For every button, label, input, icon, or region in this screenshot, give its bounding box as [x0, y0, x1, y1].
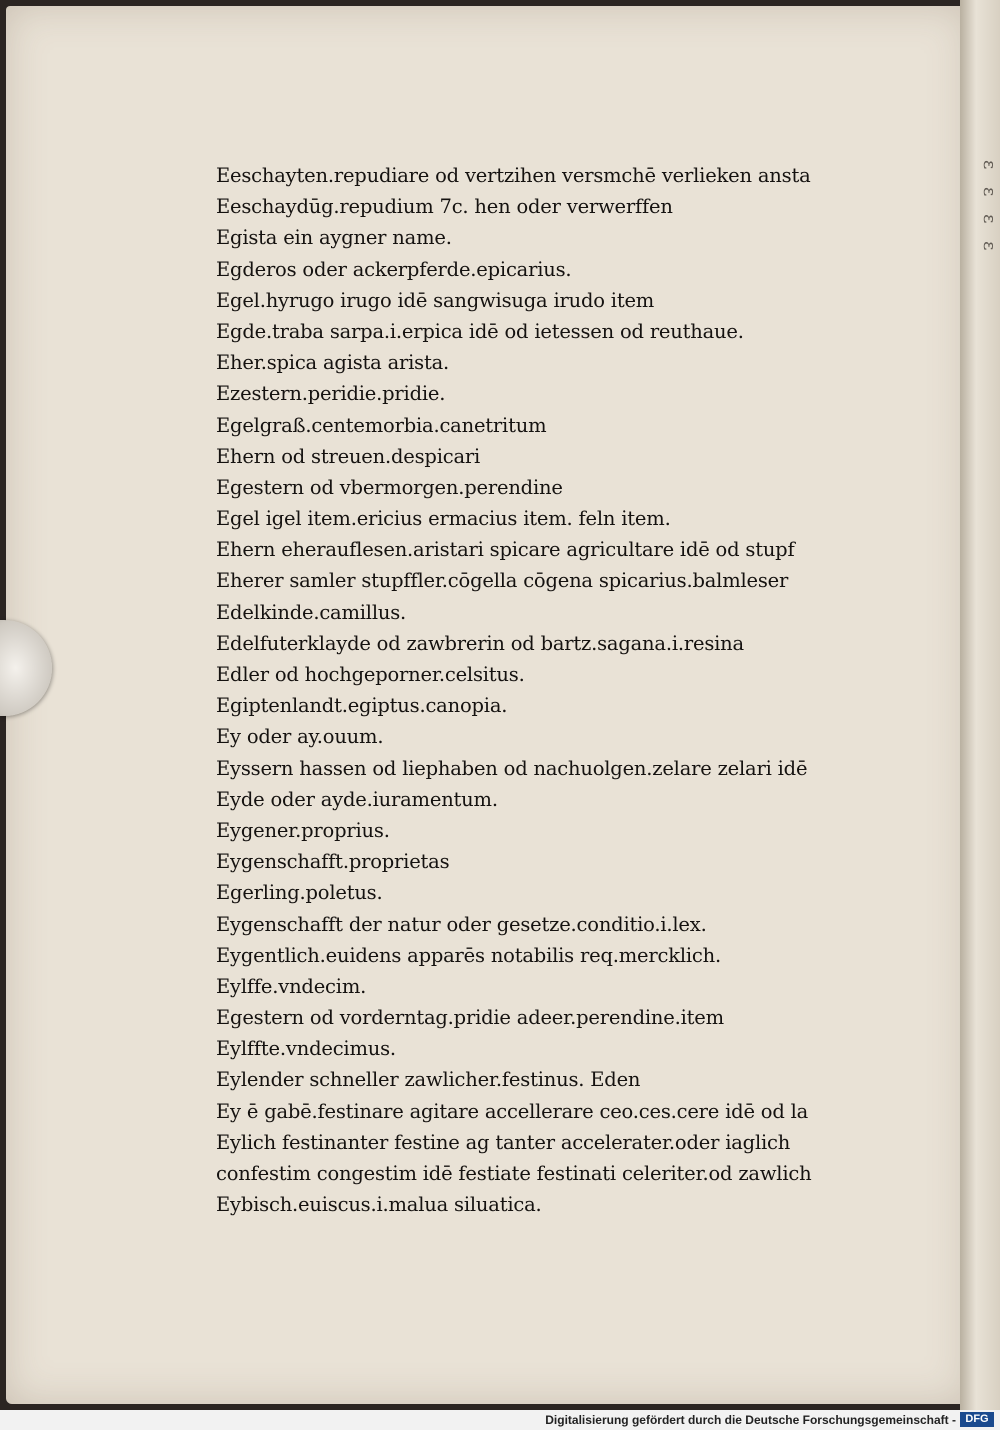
text-line: Edelkinde.camillus. [216, 600, 407, 624]
text-line: Eher.spica agista arista. [216, 351, 450, 375]
text-line: Egiptenlandt.egiptus.canopia. [216, 694, 508, 718]
text-line: Eygenschafft der natur oder gesetze.conditio.i.lex. [216, 912, 707, 936]
text-line: Egerling.poletus. [216, 881, 383, 905]
text-line: Egel igel item.ericius ermacius item. feln item. [216, 507, 671, 531]
text-line: Edler od hochgeporner.celsitus. [216, 663, 525, 686]
text-line: Egderos oder ackerpferde.epicarius. [216, 257, 572, 281]
text-line: Eygener.proprius. [216, 818, 390, 842]
text-line: Egde.traba sarpa.i.erpica idē od ietessen od reuthaue. [216, 319, 744, 343]
text-line: confestim congestim idē festiate festinati celeriter.od zawlich [216, 1162, 812, 1185]
text-line: Ehern eherauflesen.aristari spicare agricultare idē od stupf [216, 538, 795, 562]
funding-credit: Digitalisierung gefördert durch die Deutsche Forschungsgemeinschaft - [545, 1413, 956, 1427]
text-line: Ey oder ay.ouum. [216, 725, 384, 749]
text-line: Eyssern hassen od liephaben od nachuolgen.zelare zelari idē [216, 756, 808, 780]
text-line: Eherer samler stupffler.cōgella cōgena spicarius.balmleser [216, 569, 789, 593]
text-line: Eeschaydūg.repudium 7c. hen oder verwerffen [216, 195, 673, 219]
text-line: Eeschayten.repudiare od vertzihen versmchē verlieken ansta [216, 164, 811, 187]
text-line: Eylich festinanter festine ag tanter accelerater.oder iaglich [216, 1130, 791, 1154]
book-gutter [960, 0, 1000, 1410]
text-line: Eygenschafft.proprietas [216, 850, 450, 874]
text-line: Egelgraß.centemorbia.canetritum [216, 413, 547, 437]
text-line: Ezestern.peridie.pridie. [216, 382, 446, 406]
text-line: Egestern od vbermorgen.perendine [216, 475, 563, 499]
text-line: Egestern od vorderntag.pridie adeer.perendine.item [216, 1006, 724, 1030]
dfg-logo[interactable]: DFG [960, 1412, 994, 1427]
text-line: Eygentlich.euidens apparēs notabilis req.mercklich. [216, 943, 721, 967]
text-line: Eylffte.vndecimus. [216, 1037, 396, 1061]
text-line: Egista ein aygner name. [216, 226, 452, 250]
text-line: Ey ē gabē.festinare agitare accellerare ceo.ces.cere idē od la [216, 1099, 809, 1123]
text-line: Eylender schneller zawlicher.festinus. Eden [216, 1068, 641, 1092]
text-line: Eyde oder ayde.iuramentum. [216, 787, 498, 811]
text-line: Eybisch.euiscus.i.malua siluatica. [216, 1193, 542, 1217]
text-line: Edelfuterklayde od zawbrerin od bartz.sagana.i.resina [216, 631, 744, 655]
text-line: Ehern od streuen.despicari [216, 444, 481, 468]
footer-bar [0, 1410, 1000, 1430]
facing-page-edge-text: ε ε ε ε [979, 160, 1000, 257]
text-line: Eylffe.vndecim. [216, 974, 367, 998]
page-text-block [216, 160, 876, 1220]
text-line: Egel.hyrugo irugo idē sangwisuga irudo item [216, 288, 655, 312]
